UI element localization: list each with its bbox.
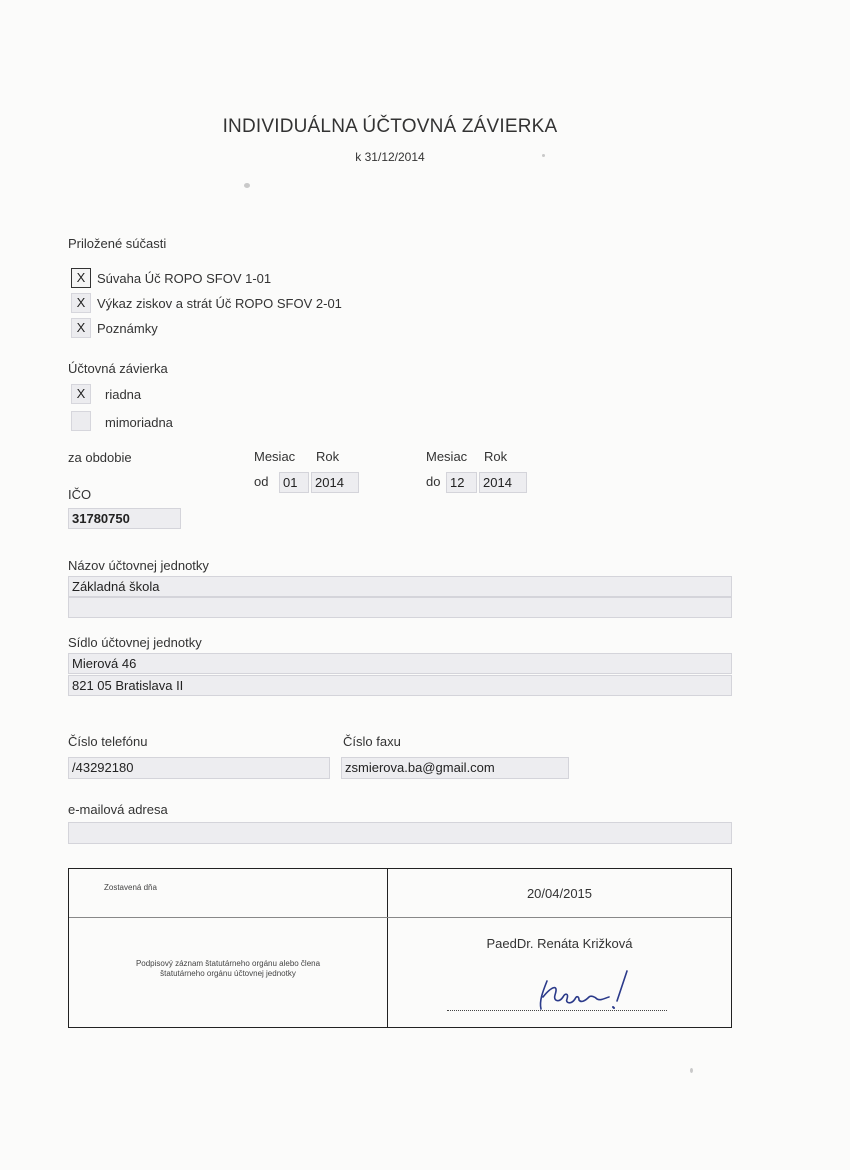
from-month-field[interactable]: 01 bbox=[279, 472, 309, 493]
attachment-checkbox-notes[interactable]: X bbox=[71, 318, 91, 338]
attachments-label: Priložené súčasti bbox=[68, 236, 167, 251]
ico-label: IČO bbox=[68, 487, 92, 502]
entity-name-field-line1[interactable]: Základná škola bbox=[68, 576, 732, 597]
phone-label: Číslo telefónu bbox=[68, 734, 148, 749]
from-month-label: Mesiac bbox=[254, 449, 296, 464]
to-label: do bbox=[426, 474, 441, 489]
compiled-date: 20/04/2015 bbox=[526, 886, 593, 901]
handwritten-signature bbox=[529, 967, 649, 1015]
attachment-label-notes: Poznámky bbox=[97, 321, 158, 336]
scan-speck bbox=[542, 154, 545, 157]
closing-label-regular: riadna bbox=[105, 387, 142, 402]
ico-field[interactable]: 31780750 bbox=[68, 508, 181, 529]
compiled-label: Zostavená dňa bbox=[104, 883, 157, 892]
from-year-field[interactable]: 2014 bbox=[311, 472, 359, 493]
entity-seat-label: Sídlo účtovnej jednotky bbox=[68, 635, 202, 650]
attachment-label-balance: Súvaha Úč ROPO SFOV 1-01 bbox=[97, 271, 272, 286]
signature-record-label-line1: Podpisový záznam štatutárneho orgánu alebo člena bbox=[135, 959, 321, 968]
fax-label: Číslo faxu bbox=[343, 734, 401, 749]
closing-label: Účtovná závierka bbox=[68, 361, 168, 376]
period-label: za obdobie bbox=[68, 450, 132, 465]
document-title: INDIVIDUÁLNA ÚČTOVNÁ ZÁVIERKA bbox=[222, 116, 558, 137]
to-month-field[interactable]: 12 bbox=[446, 472, 477, 493]
to-year-field[interactable]: 2014 bbox=[479, 472, 527, 493]
email-label: e-mailová adresa bbox=[68, 802, 168, 817]
entity-name-field-line2[interactable] bbox=[68, 597, 732, 618]
attachment-checkbox-income[interactable]: X bbox=[71, 293, 91, 313]
to-year-label: Rok bbox=[484, 449, 508, 464]
table-row-divider bbox=[69, 917, 731, 918]
attachment-label-income: Výkaz ziskov a strát Úč ROPO SFOV 2-01 bbox=[97, 296, 342, 311]
email-field[interactable] bbox=[68, 822, 732, 844]
signatory-name: PaedDr. Renáta Križková bbox=[486, 936, 633, 951]
document-date: k 31/12/2014 bbox=[355, 150, 425, 164]
closing-checkbox-regular[interactable]: X bbox=[71, 384, 91, 404]
scan-speck bbox=[244, 183, 250, 188]
entity-name-label: Názov účtovnej jednotky bbox=[68, 558, 209, 573]
entity-seat-field-line1[interactable]: Mierová 46 bbox=[68, 653, 732, 674]
phone-field[interactable]: /43292180 bbox=[68, 757, 330, 779]
from-year-label: Rok bbox=[316, 449, 340, 464]
fax-field[interactable]: zsmierova.ba@gmail.com bbox=[341, 757, 569, 779]
scan-speck bbox=[690, 1068, 693, 1073]
closing-label-extraordinary: mimoriadna bbox=[105, 415, 173, 430]
attachment-checkbox-balance[interactable]: X bbox=[71, 268, 91, 288]
signature-table bbox=[68, 868, 732, 1028]
from-label: od bbox=[254, 474, 269, 489]
closing-checkbox-extraordinary[interactable] bbox=[71, 411, 91, 431]
to-month-label: Mesiac bbox=[426, 449, 468, 464]
entity-seat-field-line2[interactable]: 821 05 Bratislava II bbox=[68, 675, 732, 696]
signature-record-label-line2: štatutárneho orgánu účtovnej jednotky bbox=[160, 969, 296, 978]
